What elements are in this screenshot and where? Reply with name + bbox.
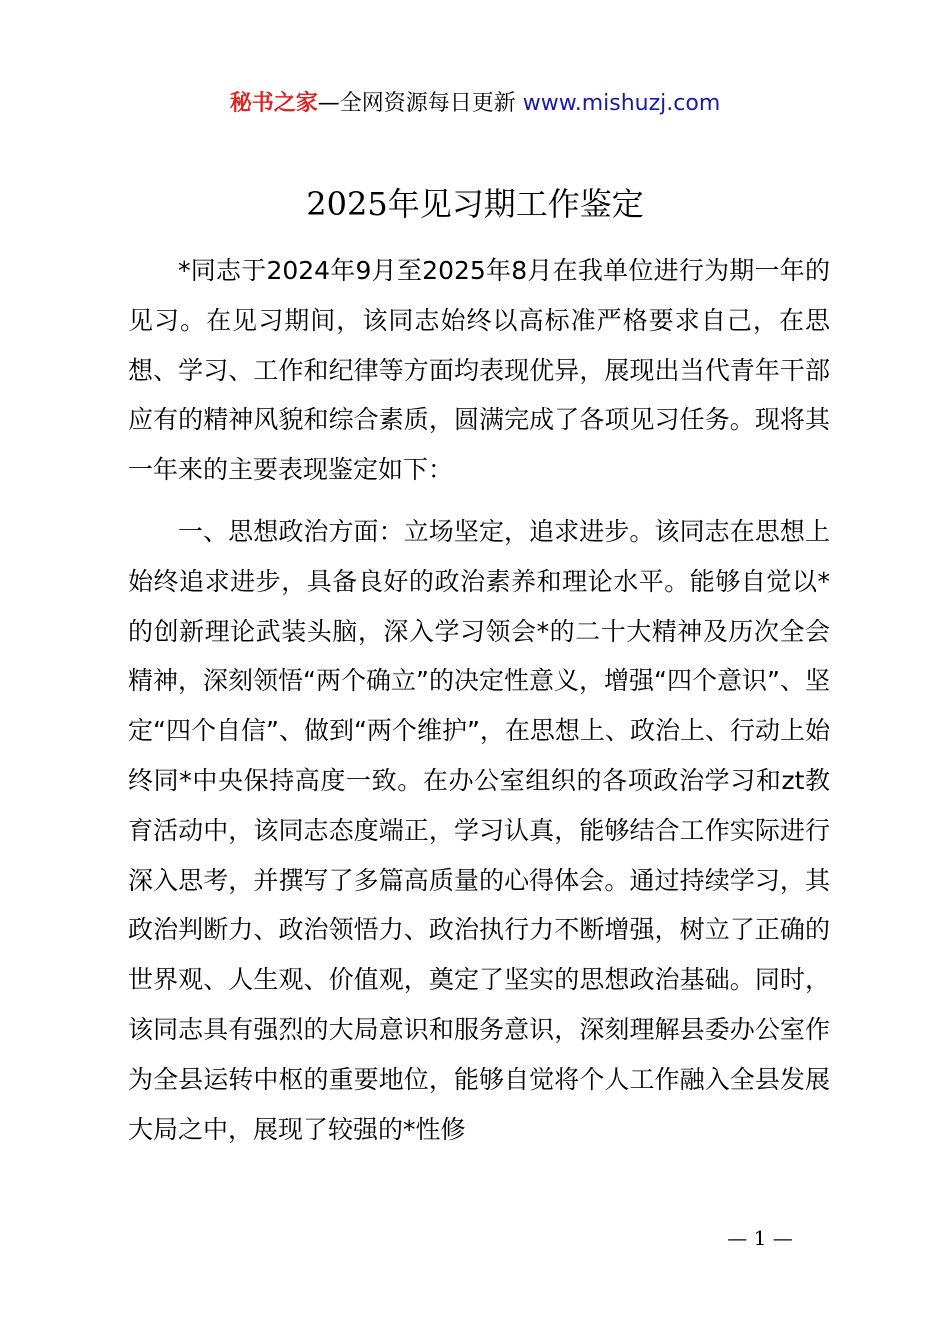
header-tagline: —全网资源每日更新 — [317, 91, 516, 116]
header-brand: 秘书之家 — [229, 91, 318, 116]
header-url-link[interactable]: www.mishuzj.com — [522, 91, 721, 116]
document-body — [128, 246, 830, 1154]
document-title: 2025年见习期工作鉴定 — [306, 185, 644, 223]
page-number: — 1 — — [727, 1226, 793, 1250]
body-paragraph-intro: *同志于2024年9月至2025年8月在我单位进行为期一年的见习。在见习期间，该同志始终以高标准严格要求自己，在思想、学习、工作和纪律等方面均表现优异，展现出当代青年干部应有的精神风貌和综合素质，圆满完成了各项见习任务。现将其一年来的主要表现鉴定如下： — [128, 256, 830, 485]
body-paragraph-political: 一、思想政治方面：立场坚定，追求进步。该同志在思想上始终追求进步，具备良好的政治素养和理论水平。能够自觉以*的创新理论武装头脑，深入学习领会*的二十大精神及历次全会精神，深刻领悟“两个确立”的决定性意义，增强“四个意识”、坚定“四个自信”、做到“两个维护”，在思想上、政治上、行动上始终同*中央保持高度一致。在办公室组织的各项政治学习和zt教育活动中，该同志态度端正，学习认真，能够结合工作实际进行深入思考，并撰写了多篇高质量的心得体会。通过持续学习，其政治判断力、政治领悟力、政治执行力不断增强，树立了正确的世界观、人生观、价值观，奠定了坚实的思想政治基础。同时，该同志具有强烈的大局意识和服务意识，深刻理解县委办公室作为全县运转中枢的重要地位，能够自觉将个人工作融入全县发展大局之中，展现了较强的*性修 — [128, 516, 830, 1144]
site-header — [0, 88, 950, 120]
